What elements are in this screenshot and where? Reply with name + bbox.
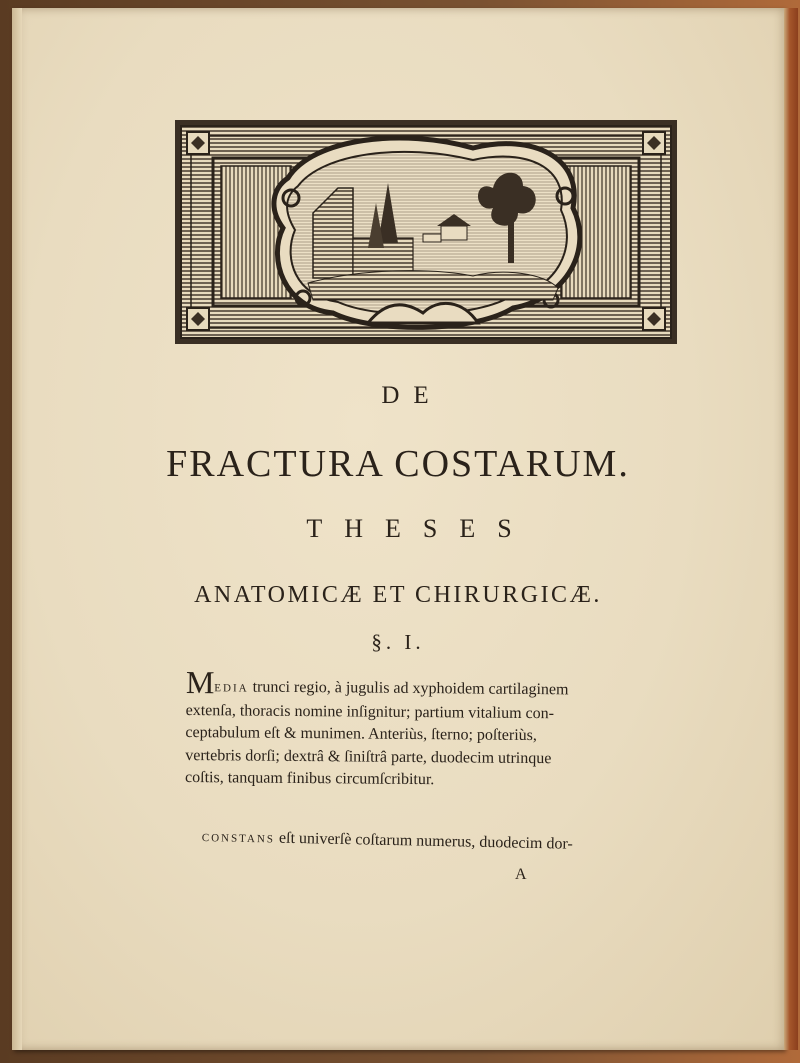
- engraved-headpiece-icon: [173, 118, 679, 346]
- subtitle-theses: THESES: [306, 514, 534, 543]
- paragraph-line: extenſa, thoracis nomine inſignitur; partium vitalium con-: [185, 701, 555, 722]
- paragraph-media: [185, 664, 644, 793]
- subtitle-anatomicae: ANATOMICÆ ET CHIRURGICÆ.: [194, 582, 602, 608]
- paragraph-constans: [202, 828, 642, 855]
- paragraph-line-text: trunci regio, à jugulis ad xyphoidem cartilaginem: [248, 678, 569, 699]
- page: [12, 8, 784, 1050]
- title-de: DE: [381, 382, 443, 409]
- paragraph-line: vertebris dorſi; dextrâ & ſiniſtrâ parte, duodecim utrinque: [185, 746, 552, 767]
- small-caps-word: CONSTANS: [201, 831, 276, 846]
- page-title: FRACTURA COSTARUM.: [166, 443, 630, 485]
- paragraph-line: [185, 664, 644, 703]
- drop-cap: M: [185, 664, 215, 701]
- paragraph-line: coſtis, tanquam finibus circumſcribitur.: [185, 768, 435, 789]
- signature-mark: A: [515, 866, 527, 883]
- paragraph-text: eſt univerſè coſtarum numerus, duodecim dor-: [274, 829, 573, 853]
- paragraph-line: ceptabulum eſt & munimen. Anteriùs, ſterno; poſteriùs,: [185, 723, 538, 745]
- section-number: §. I.: [371, 630, 425, 654]
- small-caps-word: EDIA: [214, 682, 249, 695]
